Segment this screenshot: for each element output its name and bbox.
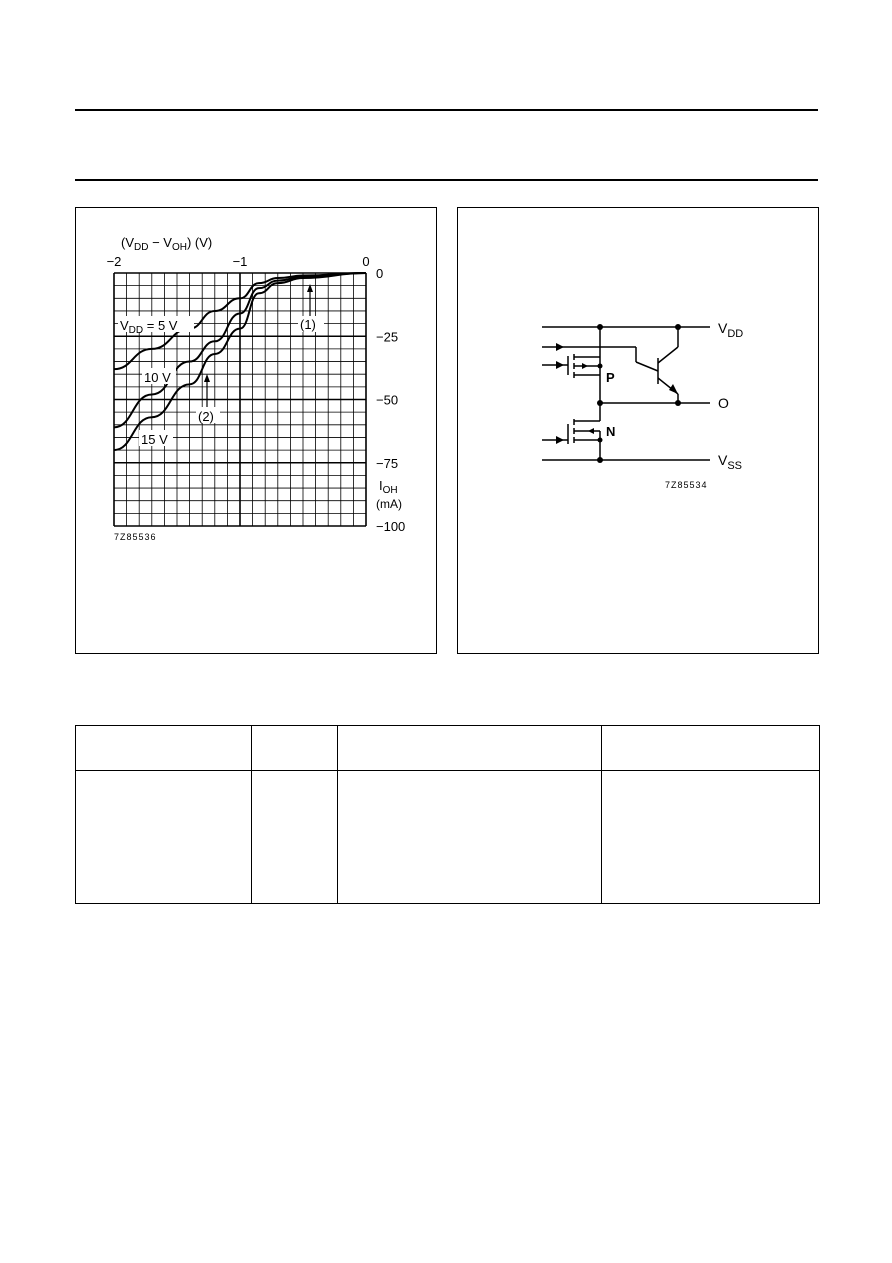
table-header-cell <box>252 726 338 771</box>
input-arrow-3 <box>556 436 564 444</box>
junction-dot <box>597 400 603 406</box>
junction-dot <box>597 457 603 463</box>
table-header-row <box>76 726 820 771</box>
series-label-5v: $V_{DD} = 5$ V <box>120 318 178 336</box>
output-stage-schematic <box>458 208 818 653</box>
junction-dot <box>597 324 603 330</box>
annotation-2-arrowhead <box>204 374 210 382</box>
output-label: O <box>718 395 729 411</box>
top-rule <box>75 109 818 111</box>
x-tick-label: −2 <box>106 254 122 269</box>
x-tick-labels <box>107 254 370 269</box>
section-rule <box>75 179 818 181</box>
n-label: N <box>606 424 616 439</box>
series-label-15v: 15 V <box>141 432 168 447</box>
table-cell <box>338 771 602 904</box>
chart-figure-box <box>75 207 437 654</box>
table-cell <box>76 771 252 904</box>
x-tick-label: −1 <box>232 254 248 269</box>
y-tick-label: −25 <box>376 329 399 345</box>
annotation-2: (2) <box>198 409 214 424</box>
y-tick-label: −50 <box>376 392 399 408</box>
vss-label: $V_{SS}$ <box>718 452 743 472</box>
table-cell <box>602 771 820 904</box>
table-header-cell <box>602 726 820 771</box>
input-arrow-2 <box>556 361 564 369</box>
y-tick-label: 0 <box>376 266 384 281</box>
y-axis-unit: (mA) <box>376 497 402 511</box>
vdd-label: $V_{DD}$ <box>718 320 744 340</box>
junction-dot <box>675 400 681 406</box>
output-current-chart <box>76 208 436 653</box>
junction-dot <box>675 324 681 330</box>
y-tick-label: −100 <box>376 519 406 534</box>
chart-grid <box>114 273 366 526</box>
table-header-cell <box>76 726 252 771</box>
table-row <box>76 771 820 904</box>
p-mosfet <box>568 327 603 403</box>
y-axis-label: $I_{OH}$ <box>379 478 398 496</box>
chart-figure-code: 7Z85536 <box>114 532 157 542</box>
table-header-cell <box>338 726 602 771</box>
input-arrow-1 <box>556 343 564 351</box>
circuit-figure-code: 7Z85534 <box>665 480 708 490</box>
x-tick-label: 0 <box>362 254 370 269</box>
npn-transistor <box>636 327 678 403</box>
annotation-1-arrowhead <box>307 284 313 292</box>
table-cell <box>252 771 338 904</box>
data-table <box>75 725 820 904</box>
annotation-1: (1) <box>300 317 316 332</box>
y-tick-label: −75 <box>376 455 399 471</box>
x-axis-label: $(V_{DD} - V_{OH})$ (V) <box>121 235 213 253</box>
p-label: P <box>606 370 615 385</box>
n-mosfet <box>568 403 603 460</box>
circuit-figure-box <box>457 207 819 654</box>
series-label-10v: 10 V <box>144 370 171 385</box>
